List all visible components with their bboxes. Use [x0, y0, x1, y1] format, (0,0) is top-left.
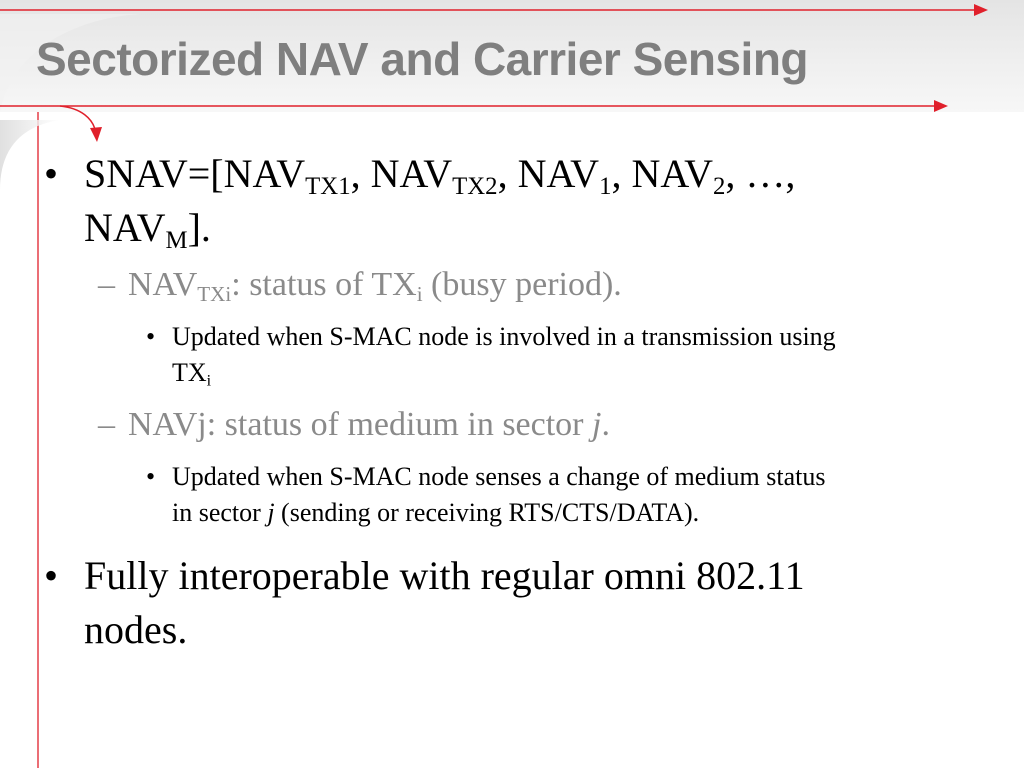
sector-detail-line-2 — [172, 498, 699, 528]
txi-detail-line-2 — [172, 358, 211, 388]
navj-line — [128, 406, 610, 444]
dash-bullet: – — [98, 266, 115, 303]
slide-title: Sectorized NAV and Carrier Sensing — [36, 33, 809, 85]
navtxi-text: : status of TX — [231, 266, 417, 303]
navtxi-text: (busy period). — [422, 266, 622, 303]
small-bullet-dot: • — [146, 462, 156, 491]
sector-detail-text: in sector — [172, 498, 268, 527]
dash-bullet: – — [98, 406, 115, 443]
navtxi-line — [128, 266, 622, 304]
snav-line-1 — [84, 150, 796, 200]
txi-detail-text: TX — [172, 358, 207, 387]
subscript: i — [416, 281, 423, 306]
snav-text: , NAV — [611, 151, 713, 196]
snav-text: SNAV=[NAV — [84, 151, 306, 196]
subscript: M — [165, 226, 188, 254]
subscript: 2 — [713, 172, 726, 200]
sector-detail-line-1: Updated when S-MAC node senses a change of medium status — [172, 462, 826, 491]
navtxi-text: NAV — [128, 266, 198, 303]
navj-text: . — [601, 406, 610, 443]
interop-line-2: nodes. — [84, 607, 188, 652]
snav-text: ]. — [187, 205, 211, 250]
snav-line-2 — [84, 204, 211, 254]
subscript: TX2 — [452, 172, 498, 200]
subscript: TXi — [197, 281, 232, 306]
small-bullet-dot: • — [146, 322, 156, 351]
snav-text: , …, — [725, 151, 796, 196]
subscript: i — [206, 372, 212, 390]
subscript: 1 — [599, 172, 612, 200]
sector-detail-italic: j — [267, 498, 275, 527]
bullet-dot: • — [44, 151, 59, 196]
txi-detail-line-1: Updated when S-MAC node is involved in a transmission using — [172, 322, 836, 351]
snav-text: , NAV — [497, 151, 600, 196]
subscript: TX1 — [305, 172, 351, 200]
navj-text: NAVj: status of medium in sector — [128, 406, 592, 443]
snav-text: , NAV — [350, 151, 453, 196]
navj-italic: j — [592, 406, 602, 443]
interop-line-1: Fully interoperable with regular omni 802.11 — [84, 553, 805, 598]
sector-detail-text: (sending or receiving RTS/CTS/DATA). — [274, 498, 700, 527]
snav-text: NAV — [84, 205, 166, 250]
bullet-dot: • — [44, 553, 59, 598]
